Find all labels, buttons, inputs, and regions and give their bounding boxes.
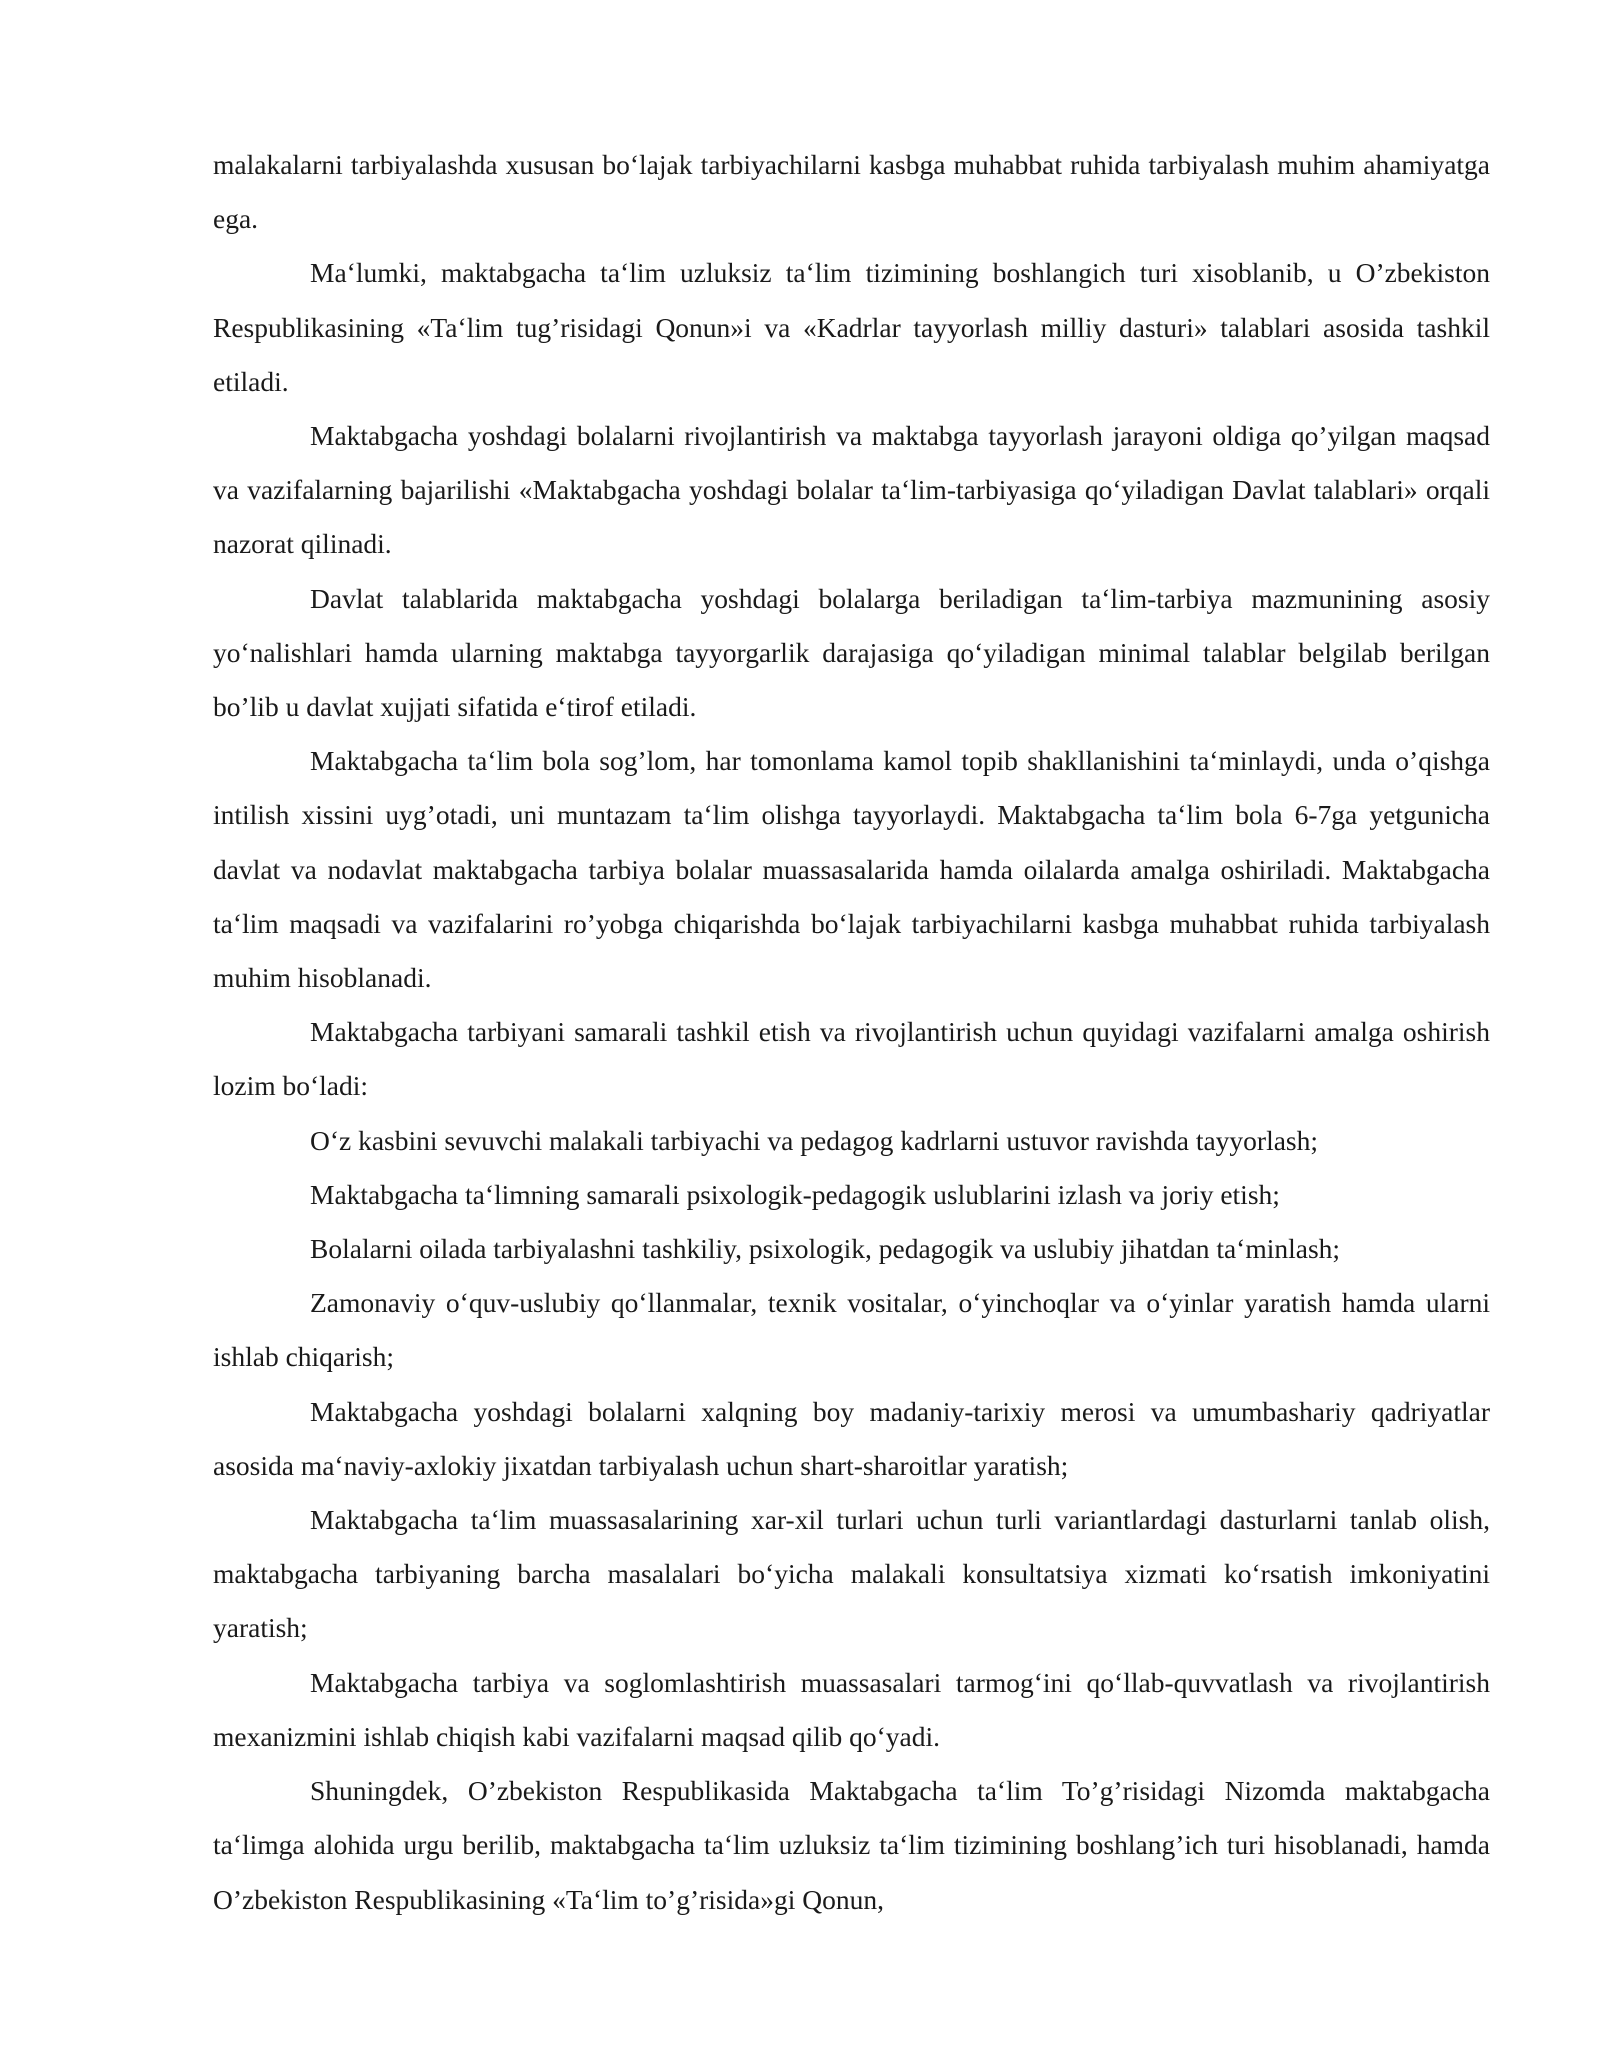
paragraph: Shuningdek, O’zbekiston Respublikasida Maktabgacha ta‘lim To’g’risidagi Nizomda maktabgacha ta‘limga alohida urgu berilib, maktabgacha ta‘lim uzluksiz ta‘lim tizimining boshlang’ich turi hisoblanadi, hamda O’zbekiston Respublikasining «Ta‘lim to’g’risida»gi Qonun, — [213, 1775, 1490, 1915]
paragraph: Maktabgacha ta‘lim bola sog’lom, har tomonlama kamol topib shakllanishini ta‘minlaydi, unda o’qishga intilish xissini uyg’otadi, uni muntazam ta‘lim olishga tayyorlaydi. Maktabgacha ta‘lim bola 6-7ga yetgunicha davlat va nodavlat maktabgacha tarbiya bolalar muassasalarida hamda oilalarda amalga oshiriladi. Maktabgacha ta‘lim maqsadi va vazifalarini ro’yobga chiqarishda bo‘lajak tarbiyachilarni kasbga muhabbat ruhida tarbiyalash muhim hisoblanadi. — [213, 745, 1490, 994]
paragraph: Davlat talablarida maktabgacha yoshdagi bolalarga beriladigan ta‘lim-tarbiya mazmunining asosiy yo‘nalishlari hamda ularning maktabga tayyorgarlik darajasiga qo‘yiladigan minimal talablar belgilab berilgan bo’lib u davlat xujjati sifatida e‘tirof etiladi. — [213, 582, 1490, 723]
paragraph: Ma‘lumki, maktabgacha ta‘lim uzluksiz ta‘lim tizimining boshlangich turi xisoblanib, u O’zbekiston Respublikasining «Ta‘lim tug’risidagi Qonun»i va «Kadrlar tayyorlash milliy dasturi» talablari asosida tashkil etiladi. — [213, 257, 1490, 397]
list-item: Maktabgacha yoshdagi bolalarni xalqning boy madaniy-tarixiy merosi va umumbashariy qadriyatlar asosida ma‘naviy-axlokiy jixatdan tarbiyalash uchun shart-sharoitlar yaratish; — [213, 1395, 1490, 1481]
paragraph: malakalarni tarbiyalashda xususan bo‘lajak tarbiyachilarni kasbga muhabbat ruhida tarbiyalash muhim ahamiyatga ega. — [213, 149, 1490, 235]
list-item: Maktabgacha ta‘lim muassasalarining xar-xil turlari uchun turli variantlardagi dasturlarni tanlab olish, maktabgacha tarbiyaning barcha masalalari bo‘yicha malakali konsultatsiya xizmati ko‘rsatish imkoniyatini yaratish; — [213, 1504, 1490, 1644]
paragraph: Maktabgacha yoshdagi bolalarni rivojlantirish va maktabga tayyorlash jarayoni oldiga qo’yilgan maqsad va vazifalarning bajarilishi «Maktabgacha yoshdagi bolalar ta‘lim-tarbiyasiga qo‘yiladigan Davlat talablari» orqali nazorat qilinadi. — [213, 420, 1490, 560]
paragraph: Maktabgacha tarbiyani samarali tashkil etish va rivojlantirish uchun quyidagi vazifalarni amalga oshirish lozim bo‘ladi: — [213, 1016, 1490, 1102]
document-page — [213, 138, 1490, 1927]
list-item: Maktabgacha ta‘limning samarali psixologik-pedagogik uslublarini izlash va joriy etish; — [310, 1178, 1280, 1210]
list-item: Zamonaviy o‘quv-uslubiy qo‘llanmalar, texnik vositalar, o‘yinchoqlar va o‘yinlar yaratish hamda ularni ishlab chiqarish; — [213, 1287, 1490, 1373]
list-item: Maktabgacha tarbiya va soglomlashtirish muassasalari tarmog‘ini qo‘llab-quvvatlash va rivojlantirish mexanizmini ishlab chiqish kabi vazifalarni maqsad qilib qo‘yadi. — [213, 1666, 1490, 1752]
list-item: Bolalarni oilada tarbiyalashni tashkiliy, psixologik, pedagogik va uslubiy jihatdan ta‘minlash; — [310, 1233, 1341, 1265]
list-item: O‘z kasbini sevuvchi malakali tarbiyachi va pedagog kadrlarni ustuvor ravishda tayyorlash; — [310, 1124, 1319, 1156]
